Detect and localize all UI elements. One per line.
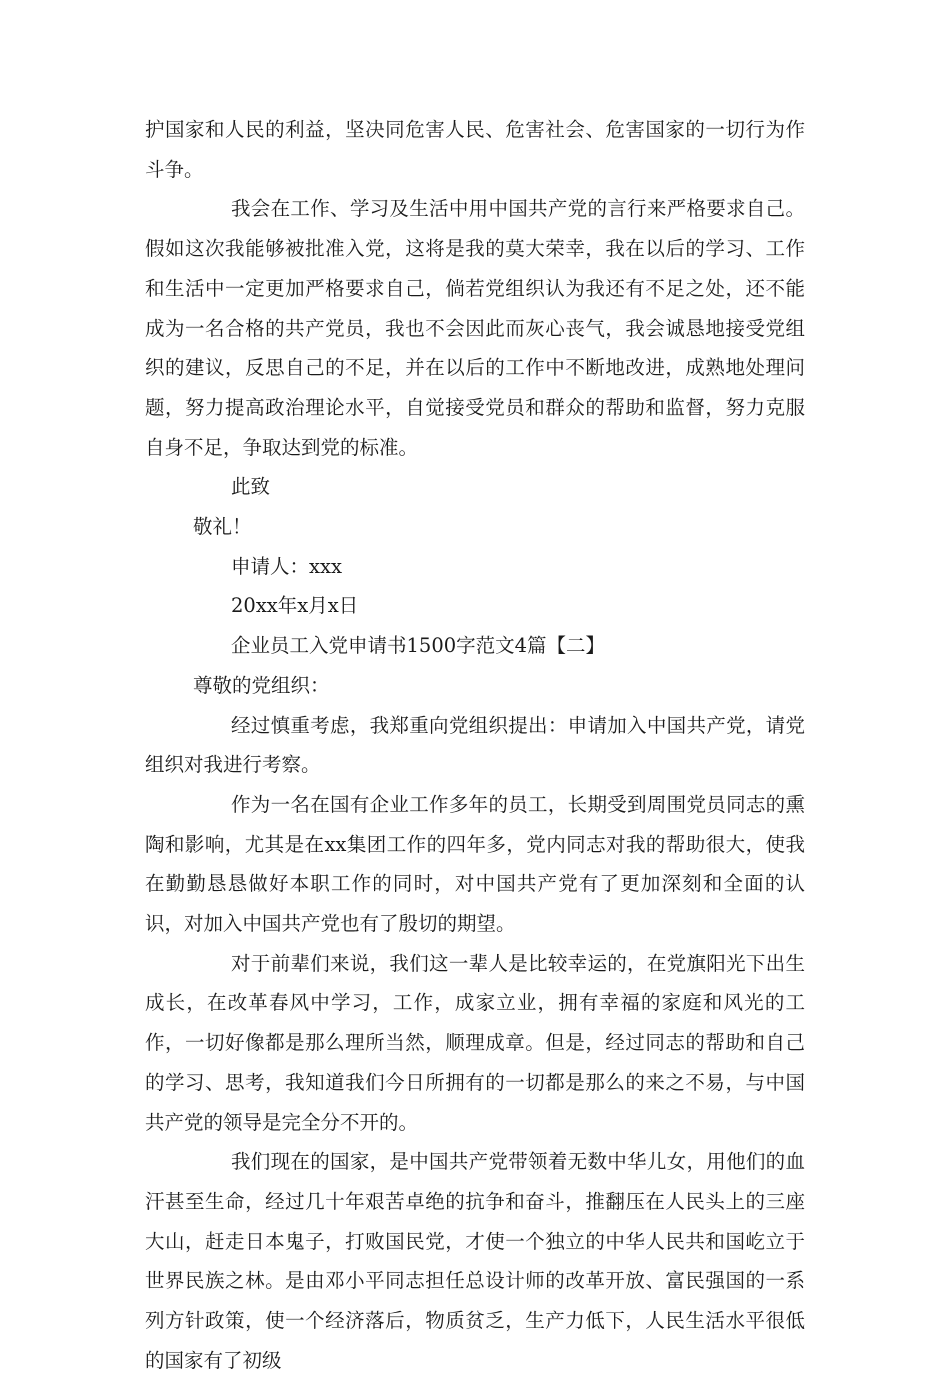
paragraph-history: 我们现在的国家，是中国共产党带领着无数中华儿女，用他们的血汗甚至生命，经过几十年艰苦卓绝的抗争和奋斗，推翻压在人民头上的三座大山，赶走日本鬼子，打败国民党，才使一个独立的中华人民共和国屹立于世界民族之林。是由邓小平同志担任总设计师的改革开放、富民强国的一系列方针政策，使一个经济落后，物质贫乏，生产力低下，人民生活水平很低的国家有了初级 <box>145 1150 805 1372</box>
letter-greeting: 尊敬的党组织： <box>193 673 330 697</box>
applicant-signature: 申请人：xxx <box>231 554 342 578</box>
section-heading: 企业员工入党申请书1500字范文4篇【二】 <box>231 634 606 658</box>
paragraph-background: 作为一名在国有企业工作多年的员工，长期受到周围党员同志的熏陶和影响，尤其是在xx集团工作的四年多，党内同志对我的帮助很大，使我在勤勤恳恳做好本职工作的同时，对中国共产党有了更加深刻和全面的认识，对加入中国共产党也有了殷切的期望。 <box>145 792 805 936</box>
application-date: 20xx年x月x日 <box>231 594 359 618</box>
paragraph-continuation: 护国家和人民的利益，坚决同危害人民、危害社会、危害国家的一切行为作斗争。 <box>145 118 805 181</box>
closing-respect: 敬礼！ <box>193 515 252 539</box>
paragraph-application: 经过慎重考虑，我郑重向党组织提出：申请加入中国共产党，请党组织对我进行考察。 <box>145 713 805 777</box>
paragraph-self-requirement: 我会在工作、学习及生活中用中国共产党的言行来严格要求自己。假如这次我能够被批准入党，这将是我的莫大荣幸，我在以后的学习、工作和生活中一定更加严格要求自己，倘若党组织认为我还有不足之处，还不能成为一名合格的共产党员，我也不会因此而灰心丧气，我会诚恳地接受党组织的建议，反思自己的不足，并在以后的工作中不断地改进，成熟地处理问题，努力提高政治理论水平，自觉接受党员和群众的帮助和监督，努力克服自身不足，争取达到党的标准。 <box>145 197 805 459</box>
paragraph-generation: 对于前辈们来说，我们这一辈人是比较幸运的，在党旗阳光下出生成长，在改革春风中学习，工作，成家立业，拥有幸福的家庭和风光的工作，一切好像都是那么理所当然，顺理成章。但是，经过同志的帮助和自己的学习、思考，我知道我们今日所拥有的一切都是那么的来之不易，与中国共产党的领导是完全分不开的。 <box>145 951 805 1134</box>
closing-salutation: 此致 <box>231 475 271 499</box>
document-body <box>145 110 805 1381</box>
